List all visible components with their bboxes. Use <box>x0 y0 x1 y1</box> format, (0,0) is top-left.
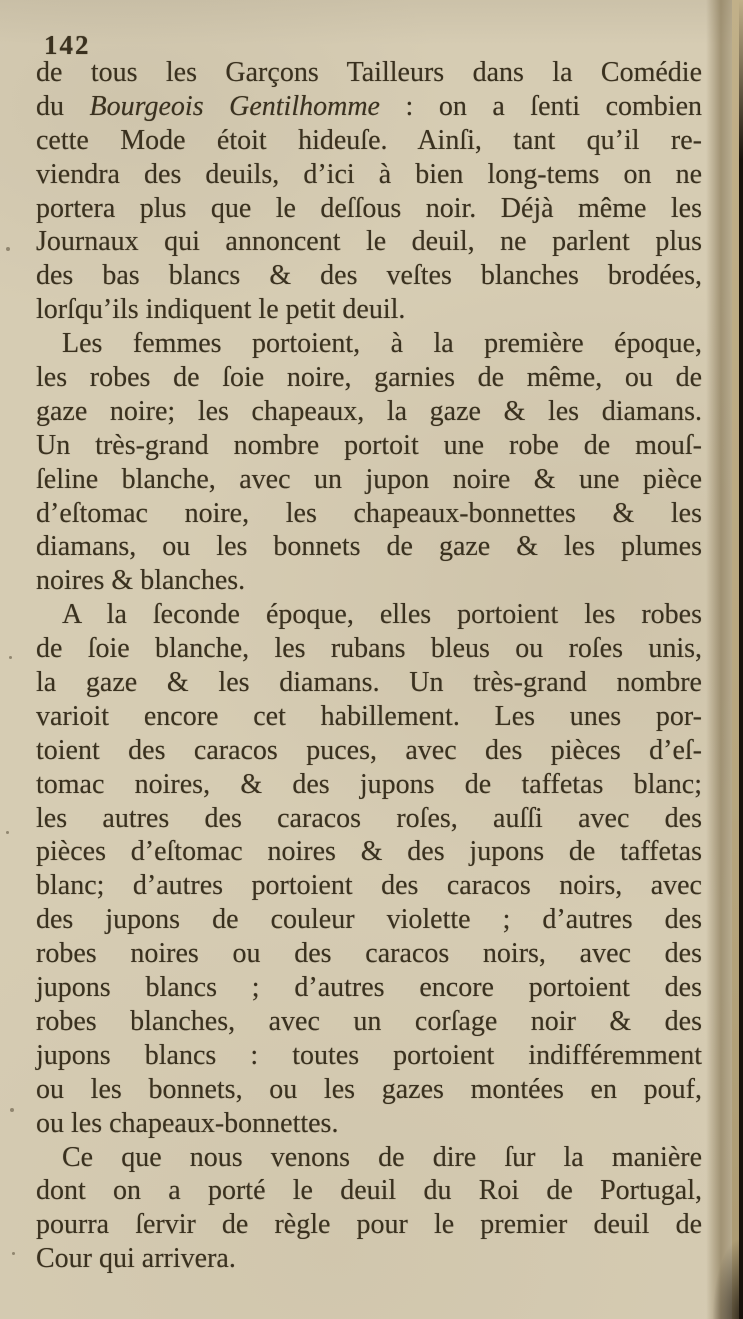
text-line: lorſqu’ils indiquent le petit deuil. <box>36 294 406 326</box>
text-line: tomac noires, & des jupons de taffetas blanc; <box>36 768 702 800</box>
text-line: Journaux qui annoncent le deuil, ne parlent plus <box>36 226 702 258</box>
text-line: ſeline blanche, avec un jupon noire & une pièce <box>36 463 702 495</box>
text-segment: : on a ſenti combien <box>379 90 703 122</box>
text-line: des bas blancs & des veſtes blanches brodées, <box>36 260 702 292</box>
text-line: d’eſtomac noire, les chapeaux-bonnettes & les <box>36 497 702 529</box>
text-line: les robes de ſoie noire, garnies de même, ou de <box>36 362 702 394</box>
text-line <box>36 90 702 124</box>
page-number: 142 <box>44 30 91 60</box>
text-line: jupons blancs : toutes portoient indifféremment <box>36 1039 702 1071</box>
ink-speck <box>10 1108 14 1112</box>
text-line: blanc; d’autres portoient des caracos noirs, avec <box>36 870 702 902</box>
text-line: A la ſeconde époque, elles portoient les robes <box>62 599 702 631</box>
ink-speck <box>6 831 9 834</box>
text-line: gaze noire; les chapeaux, la gaze & les diamans. <box>36 395 702 427</box>
ink-speck <box>9 656 12 659</box>
text-line: Ce que nous venons de dire ſur la manière <box>62 1141 702 1173</box>
text-line: de tous les Garçons Tailleurs dans la Comédie <box>36 57 702 88</box>
text-line: pourra ſervir de règle pour le premier deuil de <box>36 1209 702 1241</box>
text-line: pièces d’eſtomac noires & des jupons de taffetas <box>36 836 702 868</box>
text-line: robes blanches, avec un corſage noir & des <box>36 1005 702 1037</box>
text-line: robes noires ou des caracos noirs, avec des <box>36 938 702 970</box>
page-crease-shadow <box>706 0 733 1319</box>
text-segment: du <box>36 90 90 122</box>
text-line: Cour qui arrivera. <box>36 1243 236 1275</box>
text-line: portera plus que le deſſous noir. Déjà même les <box>36 192 702 224</box>
ink-speck <box>6 247 10 251</box>
text-line: cette Mode étoit hideuſe. Ainſi, tant qu’il re- <box>36 124 702 156</box>
ink-speck <box>12 1252 15 1255</box>
text-column <box>36 56 702 1276</box>
corner-shadow <box>713 1239 743 1319</box>
book-title-italic: Bourgeois Gentilhomme <box>89 90 380 122</box>
text-line: des jupons de couleur violette ; d’autres des <box>36 904 702 936</box>
text-line: ou les bonnets, ou les gazes montées en pouf, <box>36 1073 702 1105</box>
text-line: jupons blancs ; d’autres encore portoient des <box>36 972 702 1004</box>
text-line: diamans, ou les bonnets de gaze & les plumes <box>36 531 702 563</box>
text-line: ou les chapeaux-bonnettes. <box>36 1107 339 1139</box>
text-line: la gaze & les diamans. Un très-grand nombre <box>36 667 702 699</box>
text-line: viendra des deuils, d’ici à bien long-tems on ne <box>36 158 702 190</box>
text-line: noires & blanches. <box>36 565 246 597</box>
text-line: Les femmes portoient, à la première époque, <box>62 328 702 360</box>
text-line: varioit encore cet habillement. Les unes por- <box>36 700 702 732</box>
text-line: dont on a porté le deuil du Roi de Portugal, <box>36 1175 702 1207</box>
scan-border-black <box>739 0 743 1319</box>
text-line: toient des caracos puces, avec des pièces d’eſ- <box>36 734 702 766</box>
text-line: Un très-grand nombre portoit une robe de mouſ- <box>36 429 702 461</box>
text-line: les autres des caracos roſes, auſſi avec des <box>36 802 702 834</box>
text-line: de ſoie blanche, les rubans bleus ou roſes unis, <box>36 633 702 665</box>
